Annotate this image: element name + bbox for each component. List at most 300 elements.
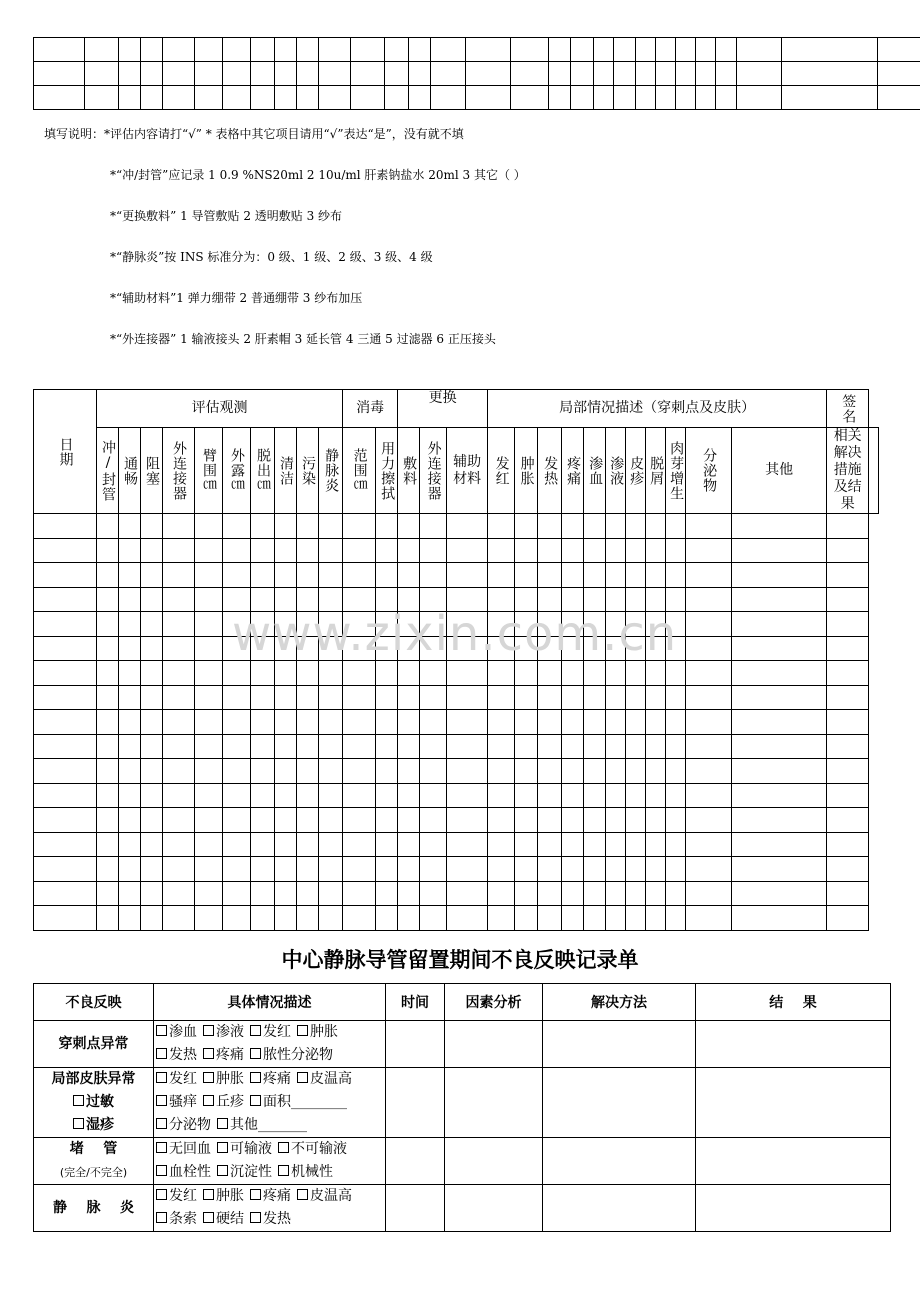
blank-cell[interactable] — [606, 759, 626, 784]
checkbox[interactable] — [203, 1095, 214, 1106]
blank-cell[interactable] — [686, 759, 732, 784]
blank-cell[interactable] — [626, 538, 646, 563]
blank-cell[interactable] — [343, 783, 376, 808]
blank-cell[interactable] — [351, 62, 385, 86]
blank-cell[interactable] — [827, 857, 869, 882]
blank-cell[interactable] — [119, 759, 141, 784]
blank-cell[interactable] — [376, 759, 398, 784]
blank-cell[interactable] — [34, 636, 97, 661]
blank-cell[interactable] — [163, 538, 195, 563]
checkbox[interactable] — [203, 1025, 214, 1036]
blank-cell[interactable] — [626, 661, 646, 686]
blank-cell[interactable] — [297, 710, 319, 735]
blank-cell[interactable] — [223, 759, 251, 784]
blank-cell[interactable] — [297, 538, 319, 563]
blank-cell[interactable] — [34, 538, 97, 563]
blank-cell[interactable] — [549, 86, 571, 110]
blank-cell[interactable] — [666, 857, 686, 882]
blank-cell[interactable] — [195, 710, 223, 735]
blank-cell[interactable] — [716, 62, 737, 86]
blank-cell[interactable] — [251, 832, 275, 857]
blank-cell[interactable] — [606, 783, 626, 808]
blank-cell[interactable] — [398, 832, 420, 857]
blank-cell[interactable] — [646, 661, 666, 686]
blank-cell[interactable] — [646, 808, 666, 833]
blank-cell[interactable] — [737, 62, 782, 86]
blank-cell[interactable] — [97, 685, 119, 710]
blank-cell[interactable] — [511, 38, 549, 62]
blank-cell[interactable] — [275, 710, 297, 735]
blank-cell[interactable] — [732, 734, 827, 759]
blank-cell[interactable] — [584, 906, 606, 931]
blank-cell[interactable] — [343, 661, 376, 686]
blank-cell[interactable] — [646, 685, 666, 710]
blank-cell[interactable] — [34, 612, 97, 637]
checkbox[interactable] — [156, 1118, 167, 1129]
blank-cell[interactable] — [119, 808, 141, 833]
blank-cell[interactable] — [488, 857, 515, 882]
blank-cell[interactable] — [319, 881, 343, 906]
blank-cell[interactable] — [141, 636, 163, 661]
blank-cell[interactable] — [319, 636, 343, 661]
blank-cell[interactable] — [343, 514, 376, 539]
blank-cell[interactable] — [827, 881, 869, 906]
blank-cell[interactable] — [827, 710, 869, 735]
option-item[interactable] — [156, 1117, 211, 1133]
checkbox[interactable] — [250, 1189, 261, 1200]
blank-cell[interactable] — [420, 881, 447, 906]
blank-cell[interactable] — [420, 710, 447, 735]
blank-cell[interactable] — [398, 759, 420, 784]
blank-cell[interactable] — [538, 636, 562, 661]
blank-cell[interactable] — [343, 538, 376, 563]
checkbox[interactable] — [217, 1165, 228, 1176]
option-item[interactable] — [203, 1094, 244, 1110]
blank-cell[interactable] — [223, 734, 251, 759]
blank-cell[interactable] — [376, 832, 398, 857]
option-item[interactable] — [217, 1141, 272, 1157]
blank-cell[interactable] — [827, 538, 869, 563]
blank-cell[interactable] — [466, 86, 511, 110]
blank-cell[interactable] — [119, 857, 141, 882]
blank-cell[interactable] — [538, 808, 562, 833]
blank-cell[interactable] — [666, 906, 686, 931]
blank-cell[interactable] — [515, 710, 538, 735]
blank-cell[interactable] — [827, 759, 869, 784]
checkbox[interactable] — [250, 1212, 261, 1223]
blank-cell[interactable] — [297, 857, 319, 882]
blank-cell[interactable] — [606, 612, 626, 637]
blank-cell[interactable] — [606, 636, 626, 661]
blank-cell[interactable] — [398, 563, 420, 588]
blank-cell[interactable] — [686, 612, 732, 637]
blank-cell[interactable] — [223, 514, 251, 539]
blank-cell[interactable] — [297, 685, 319, 710]
blank-cell[interactable] — [584, 759, 606, 784]
blank-cell[interactable] — [223, 710, 251, 735]
blank-cell[interactable] — [827, 832, 869, 857]
blank-cell[interactable] — [119, 86, 141, 110]
blank-cell[interactable] — [584, 857, 606, 882]
blank-cell[interactable] — [85, 86, 119, 110]
blank-cell[interactable] — [732, 563, 827, 588]
blank-cell[interactable] — [376, 857, 398, 882]
blank-cell[interactable] — [163, 906, 195, 931]
blank-cell[interactable] — [275, 563, 297, 588]
blank-cell[interactable] — [223, 857, 251, 882]
blank-cell[interactable] — [119, 38, 141, 62]
blank-cell[interactable] — [606, 881, 626, 906]
blank-cell[interactable] — [223, 86, 251, 110]
blank-cell[interactable] — [398, 612, 420, 637]
blank-cell[interactable] — [398, 783, 420, 808]
blank-cell[interactable] — [97, 538, 119, 563]
blank-cell[interactable] — [666, 734, 686, 759]
blank-cell[interactable] — [562, 612, 584, 637]
blank-cell[interactable] — [562, 563, 584, 588]
blank-cell[interactable] — [223, 685, 251, 710]
blank-cell[interactable] — [223, 612, 251, 637]
blank-cell[interactable] — [319, 832, 343, 857]
blank-cell[interactable] — [737, 86, 782, 110]
blank-cell[interactable] — [97, 906, 119, 931]
blank-cell[interactable] — [34, 514, 97, 539]
blank-cell[interactable] — [275, 783, 297, 808]
blank-cell[interactable] — [297, 808, 319, 833]
blank-cell[interactable] — [34, 710, 97, 735]
blank-cell[interactable] — [376, 783, 398, 808]
blank-cell[interactable] — [562, 538, 584, 563]
blank-cell[interactable] — [223, 832, 251, 857]
blank-cell[interactable] — [251, 38, 275, 62]
blank-cell[interactable] — [420, 759, 447, 784]
blank-cell[interactable] — [195, 685, 223, 710]
option-item[interactable] — [156, 1071, 197, 1087]
blank-cell[interactable] — [626, 783, 646, 808]
blank-cell[interactable] — [420, 514, 447, 539]
blank-cell[interactable] — [297, 86, 319, 110]
blank-cell[interactable] — [538, 881, 562, 906]
blank-cell[interactable] — [343, 710, 376, 735]
blank-cell[interactable] — [34, 759, 97, 784]
blank-cell[interactable] — [251, 86, 275, 110]
blank-cell[interactable] — [584, 514, 606, 539]
blank-cell[interactable] — [297, 62, 319, 86]
blank-cell[interactable] — [119, 563, 141, 588]
blank-cell[interactable] — [732, 612, 827, 637]
blank-cell[interactable] — [351, 86, 385, 110]
option-item[interactable] — [297, 1188, 352, 1204]
blank-cell[interactable] — [119, 685, 141, 710]
blank-cell[interactable] — [420, 857, 447, 882]
blank-cell[interactable] — [34, 734, 97, 759]
blank-cell[interactable] — [343, 734, 376, 759]
option-item[interactable] — [217, 1164, 272, 1180]
blank-cell[interactable] — [447, 612, 488, 637]
blank-cell[interactable] — [223, 661, 251, 686]
blank-cell[interactable] — [163, 661, 195, 686]
blank-cell[interactable] — [420, 612, 447, 637]
blank-cell[interactable] — [34, 906, 97, 931]
blank-cell[interactable] — [562, 685, 584, 710]
blank-cell[interactable] — [646, 514, 666, 539]
blank-cell[interactable] — [562, 636, 584, 661]
blank-cell[interactable] — [696, 86, 716, 110]
blank-cell[interactable] — [319, 612, 343, 637]
blank-cell[interactable] — [195, 832, 223, 857]
blank-cell[interactable] — [163, 636, 195, 661]
blank-cell[interactable] — [447, 808, 488, 833]
blank-cell[interactable] — [626, 734, 646, 759]
blank-cell[interactable] — [737, 38, 782, 62]
blank-cell[interactable] — [223, 538, 251, 563]
blank-cell[interactable] — [420, 734, 447, 759]
blank-cell[interactable] — [376, 563, 398, 588]
blank-cell[interactable] — [562, 661, 584, 686]
blank-cell[interactable] — [562, 710, 584, 735]
blank-cell[interactable] — [297, 563, 319, 588]
blank-cell[interactable] — [195, 759, 223, 784]
blank-cell[interactable] — [34, 808, 97, 833]
blank-cell[interactable] — [251, 661, 275, 686]
blank-cell[interactable] — [562, 832, 584, 857]
blank-cell[interactable] — [119, 636, 141, 661]
blank-cell[interactable] — [488, 881, 515, 906]
blank-cell[interactable] — [251, 906, 275, 931]
blank-cell[interactable] — [119, 514, 141, 539]
blank-cell[interactable] — [782, 62, 878, 86]
blank-cell[interactable] — [732, 636, 827, 661]
blank-cell[interactable] — [343, 563, 376, 588]
checkbox[interactable] — [297, 1025, 308, 1036]
blank-cell[interactable] — [594, 38, 614, 62]
blank-cell[interactable] — [515, 636, 538, 661]
option-item[interactable] — [203, 1188, 244, 1204]
blank-cell[interactable] — [376, 636, 398, 661]
option-item[interactable] — [250, 1094, 347, 1110]
option-item[interactable] — [203, 1071, 244, 1087]
blank-cell[interactable] — [584, 661, 606, 686]
phleb-time-cell[interactable] — [386, 1185, 445, 1232]
blank-cell[interactable] — [686, 881, 732, 906]
blank-cell[interactable] — [34, 587, 97, 612]
blank-cell[interactable] — [163, 832, 195, 857]
blank-cell[interactable] — [251, 636, 275, 661]
blank-cell[interactable] — [488, 734, 515, 759]
blank-cell[interactable] — [466, 38, 511, 62]
blank-cell[interactable] — [297, 759, 319, 784]
blank-cell[interactable] — [141, 587, 163, 612]
blank-cell[interactable] — [275, 906, 297, 931]
blank-cell[interactable] — [676, 62, 696, 86]
blank-cell[interactable] — [343, 587, 376, 612]
option-item[interactable] — [156, 1211, 197, 1227]
blank-cell[interactable] — [606, 857, 626, 882]
phleb-factor-cell[interactable] — [445, 1185, 543, 1232]
blank-cell[interactable] — [319, 86, 351, 110]
blank-cell[interactable] — [732, 881, 827, 906]
blank-cell[interactable] — [141, 710, 163, 735]
blank-cell[interactable] — [562, 808, 584, 833]
blank-cell[interactable] — [686, 906, 732, 931]
blank-cell[interactable] — [646, 857, 666, 882]
blank-cell[interactable] — [549, 62, 571, 86]
blank-cell[interactable] — [538, 661, 562, 686]
blank-cell[interactable] — [666, 808, 686, 833]
blank-cell[interactable] — [141, 734, 163, 759]
blank-cell[interactable] — [223, 62, 251, 86]
blank-cell[interactable] — [686, 636, 732, 661]
skin-solution-cell[interactable] — [543, 1068, 696, 1138]
blank-cell[interactable] — [515, 661, 538, 686]
blank-cell[interactable] — [97, 881, 119, 906]
blank-cell[interactable] — [297, 612, 319, 637]
blank-cell[interactable] — [636, 86, 656, 110]
blank-cell[interactable] — [666, 612, 686, 637]
blank-cell[interactable] — [223, 563, 251, 588]
blank-cell[interactable] — [626, 514, 646, 539]
blank-cell[interactable] — [571, 62, 594, 86]
blank-cell[interactable] — [676, 86, 696, 110]
blank-cell[interactable] — [376, 514, 398, 539]
option-item[interactable] — [278, 1141, 347, 1157]
blank-cell[interactable] — [398, 636, 420, 661]
blank-cell[interactable] — [385, 38, 409, 62]
blank-cell[interactable] — [732, 538, 827, 563]
checkbox[interactable] — [203, 1072, 214, 1083]
checkbox[interactable] — [156, 1072, 167, 1083]
blank-cell[interactable] — [251, 710, 275, 735]
blank-cell[interactable] — [732, 906, 827, 931]
blank-cell[interactable] — [606, 734, 626, 759]
blank-cell[interactable] — [447, 685, 488, 710]
blank-cell[interactable] — [447, 783, 488, 808]
blank-cell[interactable] — [163, 612, 195, 637]
blank-cell[interactable] — [223, 881, 251, 906]
blank-cell[interactable] — [251, 612, 275, 637]
blank-cell[interactable] — [195, 808, 223, 833]
blank-cell[interactable] — [878, 86, 920, 110]
checkbox[interactable] — [156, 1165, 167, 1176]
blank-cell[interactable] — [195, 857, 223, 882]
blank-cell[interactable] — [297, 38, 319, 62]
blank-cell[interactable] — [398, 734, 420, 759]
blank-cell[interactable] — [562, 514, 584, 539]
blank-cell[interactable] — [163, 783, 195, 808]
blank-cell[interactable] — [163, 587, 195, 612]
blank-cell[interactable] — [409, 38, 431, 62]
blank-cell[interactable] — [666, 538, 686, 563]
blank-cell[interactable] — [716, 86, 737, 110]
blank-cell[interactable] — [275, 808, 297, 833]
blank-cell[interactable] — [343, 759, 376, 784]
blank-cell[interactable] — [562, 734, 584, 759]
blank-cell[interactable] — [626, 906, 646, 931]
blank-cell[interactable] — [488, 759, 515, 784]
blank-cell[interactable] — [251, 563, 275, 588]
blank-cell[interactable] — [732, 685, 827, 710]
block-solution-cell[interactable] — [543, 1138, 696, 1185]
blank-cell[interactable] — [251, 587, 275, 612]
blank-cell[interactable] — [606, 538, 626, 563]
blank-cell[interactable] — [275, 86, 297, 110]
blank-cell[interactable] — [163, 38, 195, 62]
blank-cell[interactable] — [666, 881, 686, 906]
blank-cell[interactable] — [163, 710, 195, 735]
blank-cell[interactable] — [141, 857, 163, 882]
blank-cell[interactable] — [251, 808, 275, 833]
blank-cell[interactable] — [584, 783, 606, 808]
blank-cell[interactable] — [251, 881, 275, 906]
blank-cell[interactable] — [626, 563, 646, 588]
blank-cell[interactable] — [584, 832, 606, 857]
option-item[interactable] — [203, 1211, 244, 1227]
blank-cell[interactable] — [636, 62, 656, 86]
blank-cell[interactable] — [538, 612, 562, 637]
blank-cell[interactable] — [297, 587, 319, 612]
blank-cell[interactable] — [562, 857, 584, 882]
blank-cell[interactable] — [119, 734, 141, 759]
option-item[interactable] — [250, 1047, 333, 1063]
blank-cell[interactable] — [398, 538, 420, 563]
blank-cell[interactable] — [420, 832, 447, 857]
blank-cell[interactable] — [626, 685, 646, 710]
blank-cell[interactable] — [571, 38, 594, 62]
blank-cell[interactable] — [275, 661, 297, 686]
blank-cell[interactable] — [119, 710, 141, 735]
blank-cell[interactable] — [488, 612, 515, 637]
blank-cell[interactable] — [686, 734, 732, 759]
checkbox[interactable] — [203, 1212, 214, 1223]
blank-cell[interactable] — [420, 636, 447, 661]
blank-cell[interactable] — [420, 563, 447, 588]
skin-time-cell[interactable] — [386, 1068, 445, 1138]
blank-cell[interactable] — [488, 587, 515, 612]
blank-cell[interactable] — [827, 563, 869, 588]
blank-cell[interactable] — [488, 636, 515, 661]
blank-cell[interactable] — [696, 38, 716, 62]
phleb-solution-cell[interactable] — [543, 1185, 696, 1232]
blank-cell[interactable] — [223, 783, 251, 808]
blank-cell[interactable] — [646, 612, 666, 637]
blank-cell[interactable] — [584, 881, 606, 906]
blank-cell[interactable] — [163, 563, 195, 588]
blank-cell[interactable] — [646, 832, 666, 857]
blank-cell[interactable] — [447, 514, 488, 539]
checkbox[interactable] — [250, 1025, 261, 1036]
blank-cell[interactable] — [119, 538, 141, 563]
checkbox[interactable] — [217, 1118, 228, 1129]
blank-cell[interactable] — [275, 734, 297, 759]
blank-cell[interactable] — [666, 783, 686, 808]
blank-cell[interactable] — [488, 538, 515, 563]
blank-cell[interactable] — [195, 62, 223, 86]
blank-cell[interactable] — [626, 808, 646, 833]
blank-cell[interactable] — [626, 612, 646, 637]
blank-cell[interactable] — [34, 563, 97, 588]
blank-cell[interactable] — [538, 783, 562, 808]
blank-cell[interactable] — [319, 514, 343, 539]
blank-cell[interactable] — [319, 62, 351, 86]
blank-cell[interactable] — [141, 538, 163, 563]
blank-cell[interactable] — [666, 636, 686, 661]
blank-cell[interactable] — [686, 538, 732, 563]
blank-cell[interactable] — [549, 38, 571, 62]
blank-cell[interactable] — [376, 808, 398, 833]
blank-cell[interactable] — [141, 86, 163, 110]
blank-cell[interactable] — [732, 808, 827, 833]
blank-cell[interactable] — [488, 906, 515, 931]
